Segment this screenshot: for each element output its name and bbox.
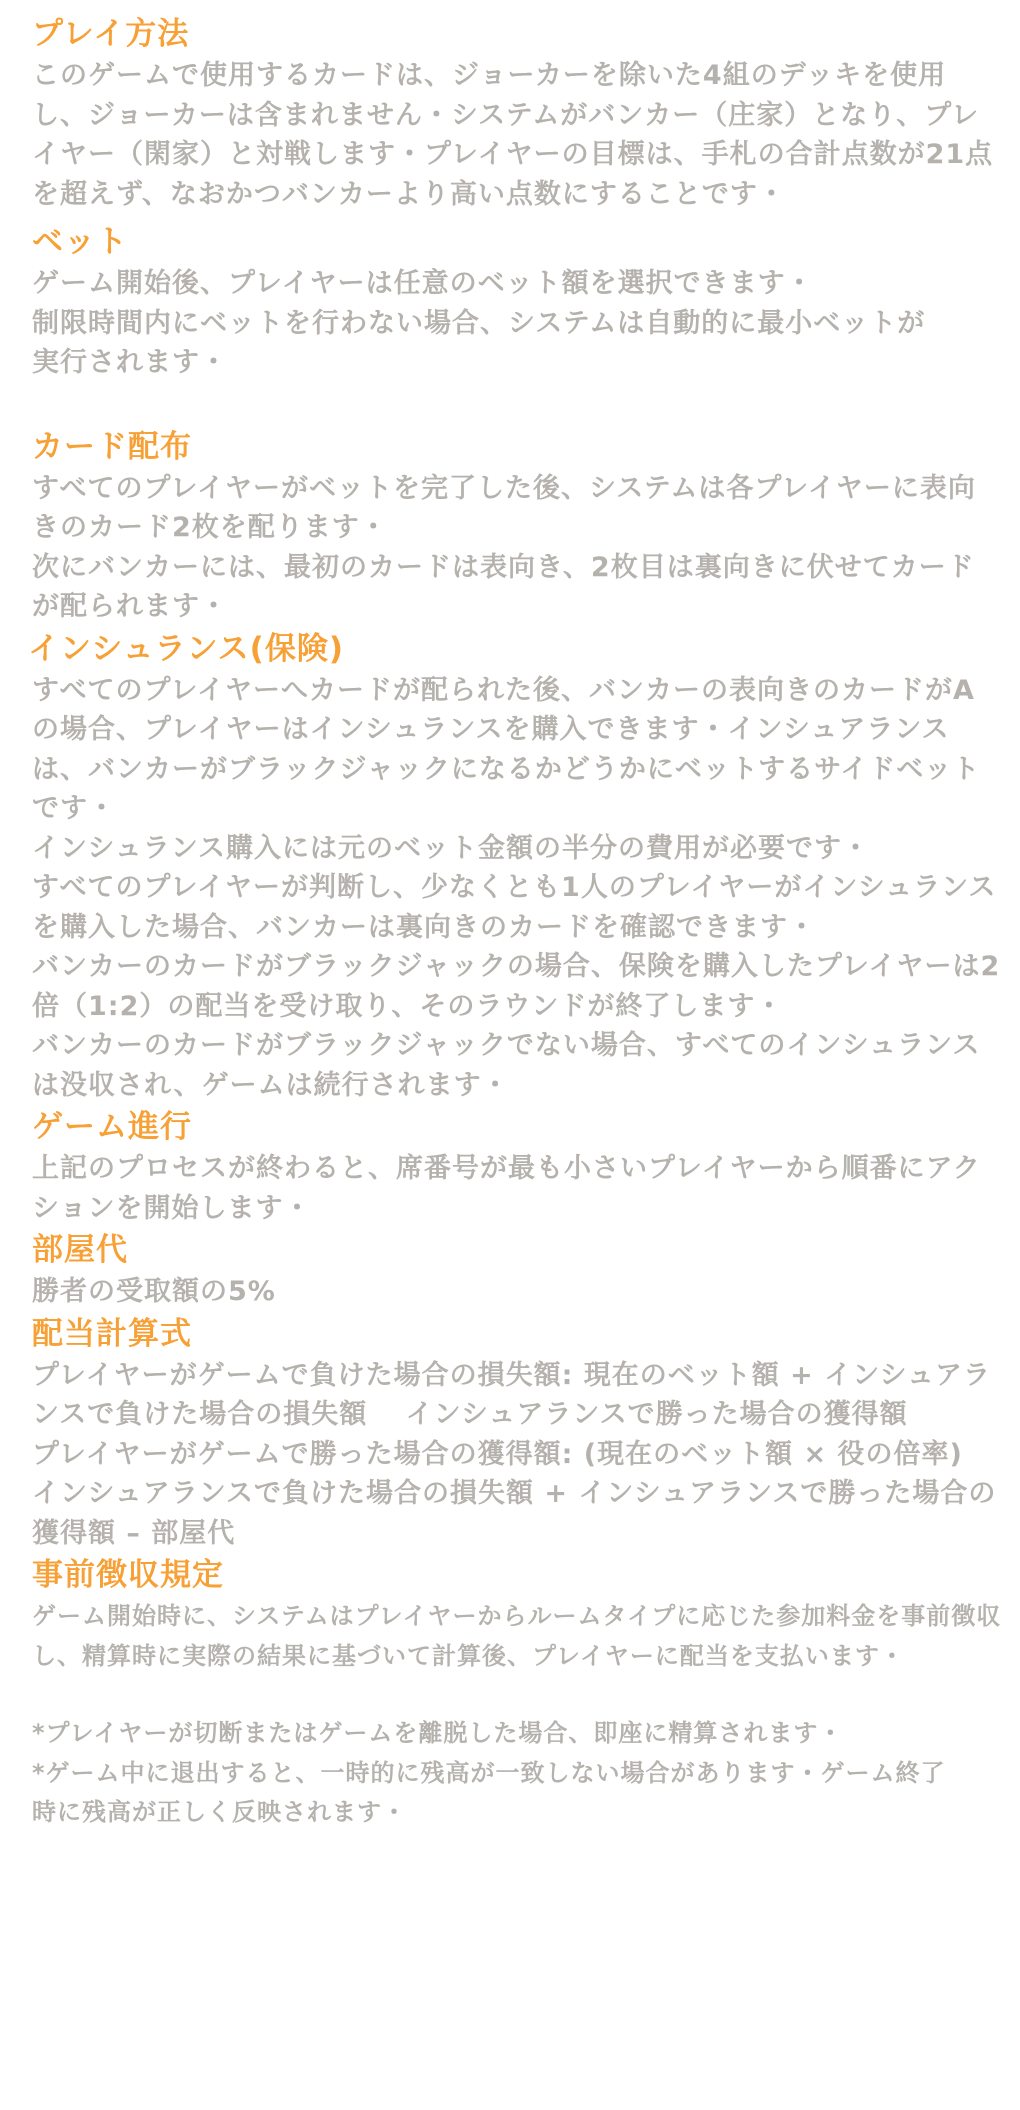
paragraph-insurance-1: すべてのプレイヤーへカードが配られた後、バンカーの表向きのカードがAの場合、プレイヤーはインシュランスを購入できます・インシュアランスは、バンカーがブラックジャックになるかどうかにベットするサイドベットです・ — [32, 674, 981, 824]
section-title-progress: ゲーム進行 — [32, 1109, 192, 1145]
paragraph-payout-2: プレイヤーがゲームで勝った場合の獲得額: (現在のベット額 × 役の倍率) インシュアランスで負けた場合の損失額 + インシュアランスで勝った場合の獲得額 – 部屋代 — [32, 1438, 1002, 1549]
section-title-play: プレイ方法 — [32, 16, 190, 52]
paragraph-play: このゲームで使用するカードは、ジョーカーを除いた4組のデッキを使用し、ジョーカーは含まれません・システムがバンカー（庄家）となり、プレイヤー（閑家）と対戦します・プレイヤーの目標は、手札の合計点数が21点を超えず、なおかつバンカーより高い点数にすることです・ — [32, 60, 994, 210]
note-balance: *ゲーム中に退出すると、一時的に残高が一致しない場合があります・ゲーム終了時に残高が正しく反映されます・ — [32, 1758, 946, 1826]
section-title-insurance: インシュランス(保険) — [28, 630, 345, 667]
paragraph-bet-1: ゲーム開始後、プレイヤーは任意のベット額を選択できます・ — [32, 268, 814, 299]
paragraph-deal-1: すべてのプレイヤーがベットを完了した後、システムは各プレイヤーに表向きのカード2枚を配ります・ — [32, 472, 976, 543]
section-title-deal: カード配布 — [32, 428, 192, 465]
section-title-bet: ベット — [32, 224, 128, 260]
paragraph-deal-2: 次にバンカーには、最初のカードは表向き、2枚目は裏向きに伏せてカードが配られます・ — [32, 551, 975, 622]
paragraph-insurance-4: バンカーのカードがブラックジャックの場合、保険を購入したプレイヤーは2倍（1:2）の配当を受け取り、そのラウンドが終了します・ — [32, 951, 1001, 1022]
paragraph-prepay: ゲーム開始時に、システムはプレイヤーからルームタイプに応じた参加料金を事前徴収し、精算時に実際の結果に基づいて計算後、プレイヤーに配当を支払います・ — [32, 1602, 1002, 1670]
section-title-prepay: 事前徴収規定 — [32, 1557, 224, 1593]
paragraph-insurance-2: インシュランス購入には元のベット金額の半分の費用が必要です・ — [32, 832, 870, 864]
paragraph-insurance-3: すべてのプレイヤーが判断し、少なくとも1人のプレイヤーがインシュランスを購入した場合、バンカーは裏向きのカードを確認できます・ — [32, 872, 997, 943]
paragraph-bet-2: 制限時間内にベットを行わない場合、システムは自動的に最小ベットが実行されます・ — [32, 307, 926, 378]
section-title-room-fee: 部屋代 — [32, 1232, 128, 1268]
rules-content — [28, 12, 1002, 1833]
paragraph-insurance-5: バンカーのカードがブラックジャックでない場合、すべてのインシュランスは没収され、ゲームは続行されます・ — [32, 1030, 981, 1101]
paragraph-progress: 上記のプロセスが終わると、席番号が最も小さいプレイヤーから順番にアクションを開始します・ — [32, 1153, 981, 1224]
note-disconnect: *プレイヤーが切断またはゲームを離脱した場合、即座に精算されます・ — [32, 1719, 844, 1747]
paragraph-room-fee: 勝者の受取額の5% — [32, 1276, 276, 1307]
section-title-payout: 配当計算式 — [32, 1315, 192, 1352]
paragraph-payout-1: プレイヤーがゲームで負けた場合の損失額: 現在のベット額 + インシュアランスで負けた場合の損失額 インシュアランスで勝った場合の獲得額 — [32, 1359, 991, 1430]
